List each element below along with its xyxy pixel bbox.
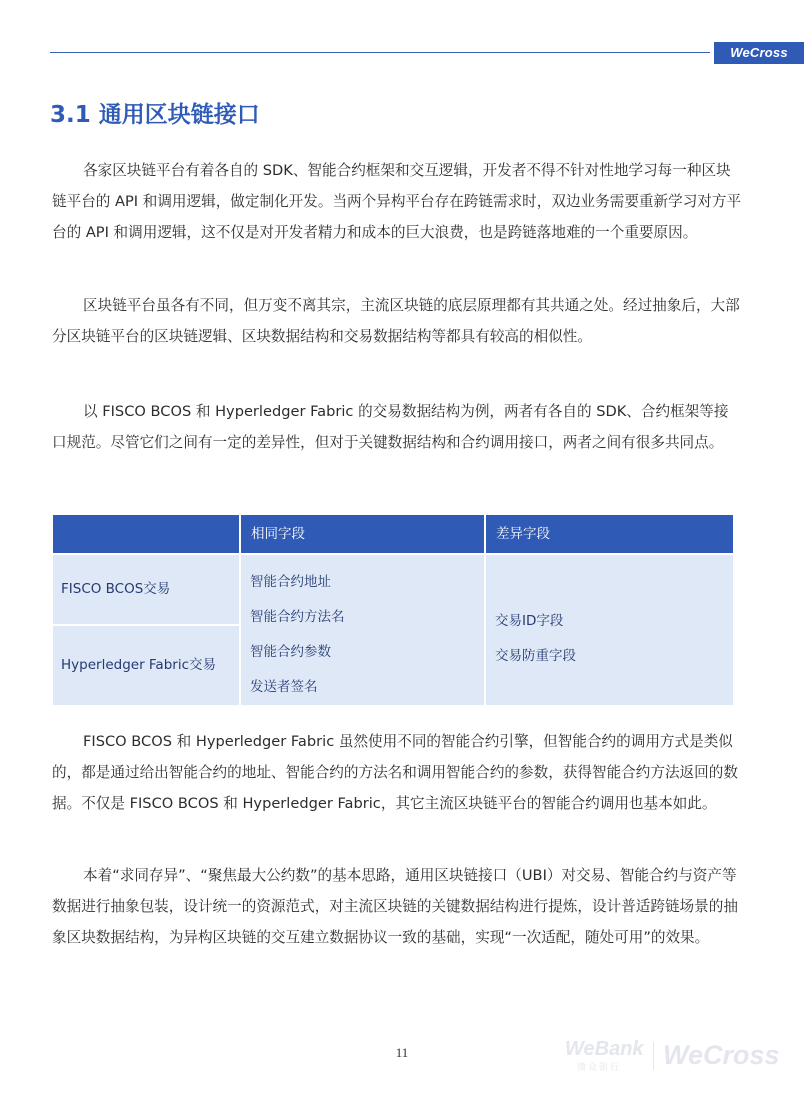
table-diff-fields-cell — [486, 555, 733, 705]
footer-watermark — [565, 1038, 795, 1078]
diff-field-item: 交易ID字段 — [495, 613, 564, 629]
same-field-item: 智能合约方法名 — [250, 609, 345, 625]
wecross-watermark-logo: WeCross — [663, 1040, 780, 1070]
same-field-item: 智能合约参数 — [250, 644, 331, 660]
paragraph-1: 各家区块链平台有着各自的 SDK、智能合约框架和交互逻辑，开发者不得不针对性地学习每一种区块链平台的 API 和调用逻辑，做定制化开发。当两个异构平台存在跨链需求时，双边业务需要重新学习对方平台的 API 和调用逻辑，这不仅是对开发者精力和成本的巨大浪费，也是跨链落地难的一个重要原因。 — [52, 162, 742, 241]
header-rule — [50, 52, 710, 53]
table-header-same-fields: 相同字段 — [241, 515, 484, 553]
webank-logo-subtitle: 微众银行 — [577, 1063, 622, 1073]
table-row-label-fisco: FISCO BCOS交易 — [53, 555, 239, 624]
section-title: 3.1 通用区块链接口 — [50, 102, 260, 128]
same-field-item: 发送者签名 — [250, 679, 318, 695]
table-row-label-fabric: Hyperledger Fabric交易 — [53, 626, 239, 705]
comparison-table — [53, 515, 733, 705]
watermark-divider — [653, 1042, 654, 1070]
table-header-diff-fields: 差异字段 — [486, 515, 733, 553]
wecross-logo: WeCross — [714, 42, 804, 64]
webank-logo: WeBank — [565, 1038, 644, 1060]
paragraph-3: 以 FISCO BCOS 和 Hyperledger Fabric 的交易数据结构为例，两者有各自的 SDK、合约框架等接口规范。尽管它们之间有一定的差异性，但对于关键数据结构和合约调用接口，两者之间有很多共同点。 — [52, 403, 729, 451]
table-header-corner — [53, 515, 239, 553]
page-number: 11 — [395, 1045, 409, 1060]
paragraph-2: 区块链平台虽各有不同，但万变不离其宗，主流区块链的底层原理都有其共通之处。经过抽象后，大部分区块链平台的区块链逻辑、区块数据结构和交易数据结构等都具有较高的相似性。 — [52, 297, 740, 345]
table-same-fields-cell — [241, 555, 484, 705]
paragraph-4: FISCO BCOS 和 Hyperledger Fabric 虽然使用不同的智能合约引擎，但智能合约的调用方式是类似的，都是通过给出智能合约的地址、智能合约的方法名和调用智能合约的参数，获得智能合约方法返回的数据。不仅是 FISCO BCOS 和 Hyperledger Fabric，其它主流区块链平台的智能合约调用也基本如此。 — [52, 733, 738, 812]
paragraph-5: 本着“求同存异”、“聚焦最大公约数”的基本思路，通用区块链接口（UBI）对交易、智能合约与资产等数据进行抽象包装，设计统一的资源范式，对主流区块链的关键数据结构进行提炼，设计普适跨链场景的抽象区块数据结构，为异构区块链的交互建立数据协议一致的基础，实现“一次适配，随处可用”的效果。 — [52, 867, 738, 946]
diff-field-item: 交易防重字段 — [495, 648, 576, 664]
same-field-item: 智能合约地址 — [250, 574, 331, 590]
